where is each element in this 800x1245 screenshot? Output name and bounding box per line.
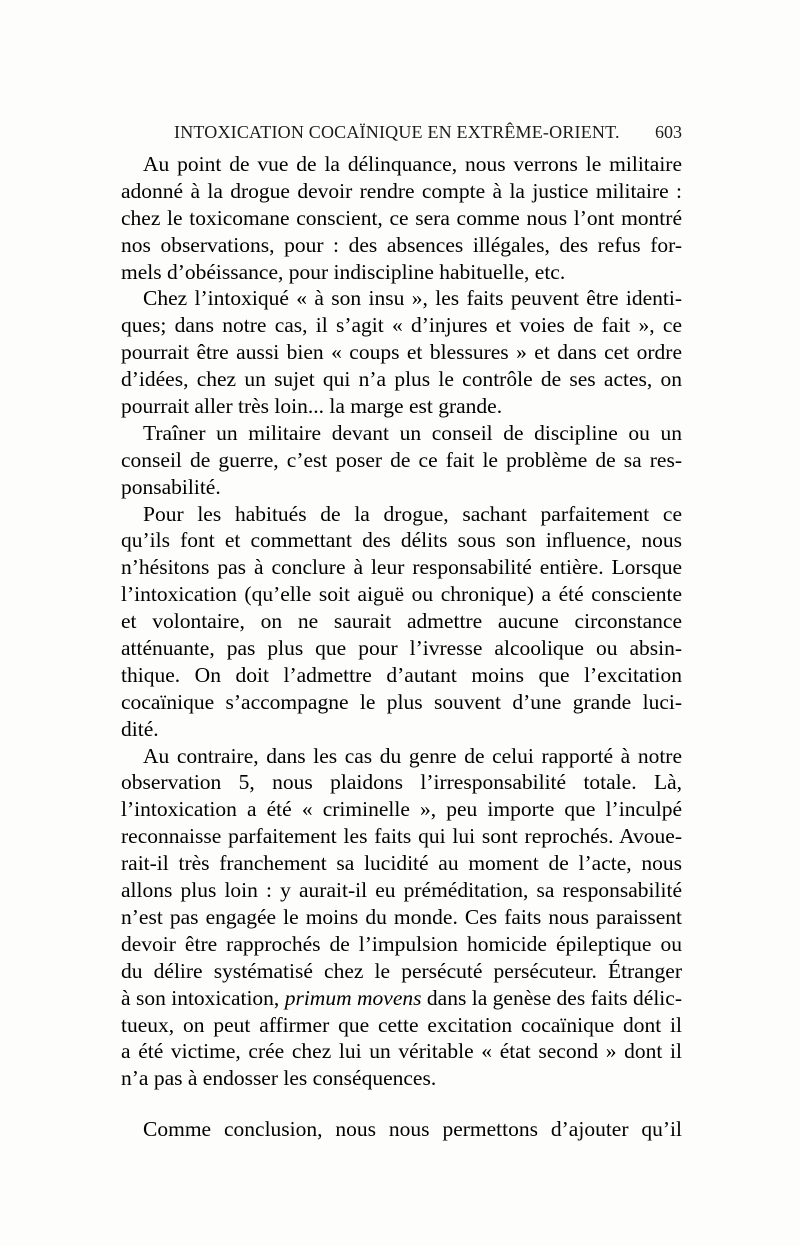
- text-line: Pour les habitués de la drogue, sachant parfaitement ce: [143, 501, 682, 526]
- paragraph-2: [121, 285, 682, 419]
- text-line: tueux, on peut affirmer que cette excitation cocaïnique dont il: [121, 1012, 682, 1037]
- text-line: Au point de vue de la délinquance, nous verrons le militaire: [143, 152, 682, 176]
- text-line: a été victime, crée chez lui un véritable « état second » dont il: [121, 1039, 682, 1064]
- text-line: conseil de guerre, c’est poser de ce fait le problème de sa res-: [121, 447, 682, 472]
- text-line: n’hésitons pas à conclure à leur responsabilité entière. Lorsque: [121, 555, 682, 580]
- text-line: devoir être rapprochés de l’impulsion homicide épileptique ou: [121, 931, 682, 956]
- text-line: l’intoxication (qu’elle soit aiguë ou chronique) a été consciente: [121, 582, 682, 607]
- text-line: rait-il très franchement sa lucidité au moment de l’acte, nous: [121, 851, 682, 876]
- text-line: l’intoxication a été « criminelle », peu importe que l’inculpé: [121, 797, 682, 822]
- text-line: Traîner un militaire devant un conseil de discipline ou un: [143, 420, 682, 445]
- text-line: d’idées, chez un sujet qui n’a plus le contrôle de ses actes, on: [121, 367, 682, 392]
- running-title: INTOXICATION COCAÏNIQUE EN EXTRÊME-ORIENT.: [174, 122, 620, 142]
- text-line: dité.: [121, 716, 159, 741]
- paragraph-3: [121, 420, 682, 501]
- text-line: adonné à la drogue devoir rendre compte à la justice militaire :: [121, 178, 682, 203]
- text-line: n’a pas à endosser les conséquences.: [121, 1066, 437, 1091]
- text-line: pourrait être aussi bien « coups et blessures » et dans cet ordre: [121, 340, 682, 365]
- text-line: atténuante, pas plus que pour l’ivresse alcoolique ou absin-: [121, 636, 682, 661]
- italic-latin-phrase: primum movens: [284, 985, 422, 1010]
- text-line: allons plus loin : y aurait-il eu préméditation, sa responsabilité: [121, 878, 682, 903]
- text-line: chez le toxicomane conscient, ce sera comme nous l’ont montré: [121, 205, 682, 230]
- text-line: ponsabilité.: [121, 474, 221, 499]
- paragraph-5: [121, 743, 682, 1093]
- running-head: [121, 120, 682, 150]
- text-span: dans la genèse des faits délic-: [421, 985, 682, 1010]
- text-line: thique. On doit l’admettre d’autant moins que l’excitation: [121, 662, 682, 687]
- text-line-with-italic: [121, 985, 682, 1012]
- text-line: qu’ils font et commettant des délits sous son influence, nous: [121, 528, 682, 553]
- text-line: Chez l’intoxiqué « à son insu », les faits peuvent être identi-: [143, 286, 682, 311]
- text-line: Comme conclusion, nous nous permettons d’ajouter qu’il: [143, 1117, 682, 1142]
- text-line: et volontaire, on ne saurait admettre aucune circonstance: [121, 609, 682, 634]
- text-line: du délire systématisé chez le persécuté persécuteur. Étranger: [121, 958, 682, 983]
- paragraph-6: [121, 1116, 682, 1143]
- text-line: Au contraire, dans les cas du genre de celui rapporté à notre: [143, 743, 682, 768]
- text-line: pourrait aller très loin... la marge est grande.: [121, 394, 503, 419]
- paragraph-4: [121, 501, 682, 743]
- text-line: observation 5, nous plaidons l’irresponsabilité totale. Là,: [121, 770, 682, 795]
- section-gap: [121, 1092, 682, 1116]
- text-span: à son intoxication,: [121, 985, 285, 1010]
- page-number: 603: [655, 122, 682, 142]
- text-line: nos observations, pour : des absences illégales, des refus for-: [121, 232, 682, 257]
- text-line: n’est pas engagée le moins du monde. Ces faits nous paraissent: [121, 904, 682, 929]
- text-line: mels d’obéissance, pour indiscipline habituelle, etc.: [121, 259, 566, 284]
- text-line: ques; dans notre cas, il s’agit « d’injures et voies de fait », ce: [121, 313, 682, 338]
- paragraph-1: [121, 151, 682, 285]
- text-line: reconnaisse parfaitement les faits qui lui sont reprochés. Avoue-: [121, 824, 682, 849]
- text-line: cocaïnique s’accompagne le plus souvent d’une grande luci-: [121, 689, 682, 714]
- body-text: [121, 151, 682, 1143]
